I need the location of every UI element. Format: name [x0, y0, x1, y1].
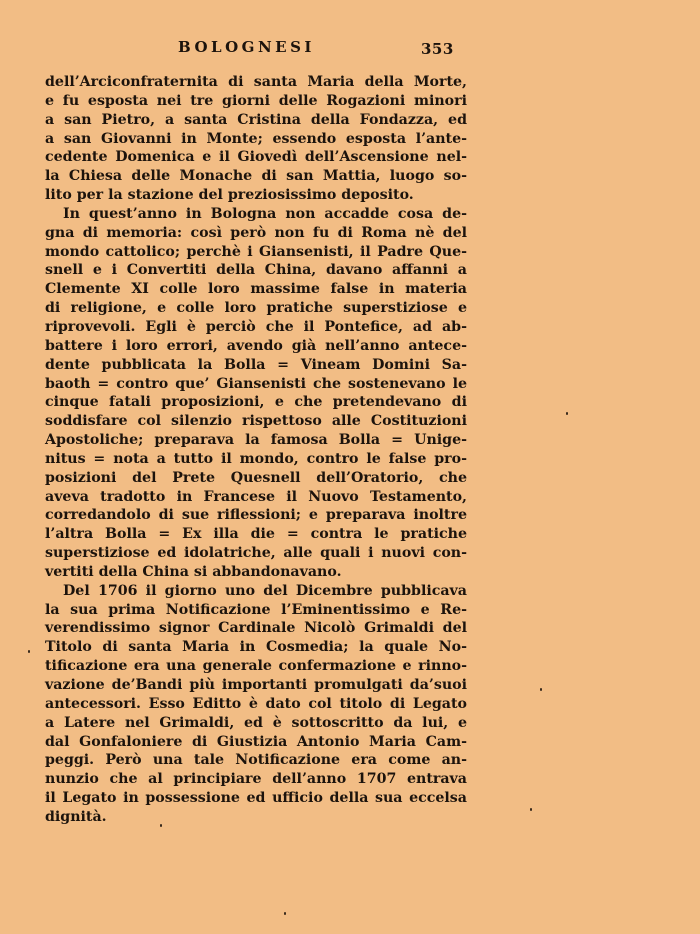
- text-line: a Latere nel Grimaldi, ed è sottoscritto da lui, e: [45, 714, 467, 731]
- text-line: l’altra Bolla = Ex illa die = contra le pratiche: [45, 526, 467, 543]
- text-line: lito per la stazione del preziosissimo deposito.: [45, 187, 414, 204]
- text-line: riprovevoli. Egli è perciò che il Pontefice, ad ab-: [45, 318, 467, 335]
- text-line: battere i loro errori, avendo già nell’anno antece-: [45, 337, 467, 354]
- text-line: nitus = nota a tutto il mondo, contro le false pro-: [45, 450, 467, 467]
- paper-speck: [160, 824, 162, 827]
- text-line: la sua prima Notificazione l’Eminentissimo e Re-: [45, 601, 467, 618]
- text-line: dell’Arciconfraternita di santa Maria della Morte,: [45, 74, 467, 90]
- paper-speck: [28, 650, 30, 653]
- text-line: a san Giovanni in Monte; essendo esposta l’ante-: [45, 130, 467, 147]
- text-line: verendissimo signor Cardinale Nicolò Grimaldi del: [45, 620, 467, 637]
- text-line: Clemente XI colle loro massime false in materia: [45, 281, 467, 298]
- text-line: dal Gonfaloniere di Giustizia Antonio Maria Cam-: [45, 733, 467, 750]
- text-line: aveva tradotto in Francese il Nuovo Testamento,: [45, 488, 467, 505]
- text-line: cinque fatali proposizioni, e che pretendevano di: [45, 394, 467, 411]
- text-line: a san Pietro, a santa Cristina della Fondazza, ed: [45, 111, 467, 128]
- body-text: [45, 73, 467, 827]
- running-head: BOLOGNESI: [178, 38, 315, 56]
- text-line: mondo cattolico; perchè i Giansenisti, il Padre Que-: [45, 243, 467, 260]
- text-line: Titolo di santa Maria in Cosmedia; la quale No-: [45, 639, 467, 656]
- paper-speck: [540, 688, 542, 691]
- paper-speck: [530, 808, 532, 811]
- text-line: corredandolo di sue riflessioni; e preparava inoltre: [45, 507, 467, 524]
- text-line: cedente Domenica e il Giovedì dell’Ascensione nel-: [45, 149, 467, 166]
- text-line: la Chiesa delle Monache di san Mattia, luogo so-: [45, 168, 467, 185]
- text-line: Del 1706 il giorno uno del Dicembre pubblicava: [63, 582, 467, 599]
- text-line: e fu esposta nei tre giorni delle Rogazioni minori: [45, 92, 467, 109]
- text-line: vazione de’Bandi più importanti promulgati da’suoi: [45, 677, 467, 693]
- text-line: dignità.: [45, 808, 107, 825]
- text-line: posizioni del Prete Quesnell dell’Oratorio, che: [45, 469, 467, 486]
- text-line: nunzio che al principiare dell’anno 1707 entrava: [45, 771, 467, 788]
- paper-speck: [284, 912, 286, 915]
- text-line: peggi. Però una tale Notificazione era come an-: [45, 752, 467, 769]
- text-line: tificazione era una generale confermazione e rinno-: [45, 658, 467, 675]
- text-line: il Legato in possessione ed ufficio della sua eccelsa: [45, 790, 467, 807]
- text-line: Apostoliche; preparava la famosa Bolla = Unige-: [45, 432, 467, 449]
- text-line: soddisfare col silenzio rispettoso alle Costituzioni: [45, 413, 467, 430]
- text-line: In quest’anno in Bologna non accadde cosa de-: [63, 205, 467, 222]
- text-line: baoth = contro que’ Giansenisti che sostenevano le: [45, 375, 467, 392]
- paper-speck: [566, 412, 568, 415]
- text-line: snell e i Convertiti della China, davano affanni a: [45, 262, 467, 279]
- text-line: dente pubblicata la Bolla = Vineam Domini Sa-: [45, 356, 467, 373]
- text-line: vertiti della China si abbandonavano.: [45, 563, 342, 580]
- text-line: gna di memoria: così però non fu di Roma nè del: [45, 224, 467, 241]
- text-line: superstiziose ed idolatriche, alle quali i nuovi con-: [45, 545, 467, 562]
- text-line: di religione, e colle loro pratiche superstiziose e: [45, 300, 467, 317]
- page-number: 353: [421, 40, 454, 58]
- text-line: antecessori. Esso Editto è dato col titolo di Legato: [45, 695, 467, 712]
